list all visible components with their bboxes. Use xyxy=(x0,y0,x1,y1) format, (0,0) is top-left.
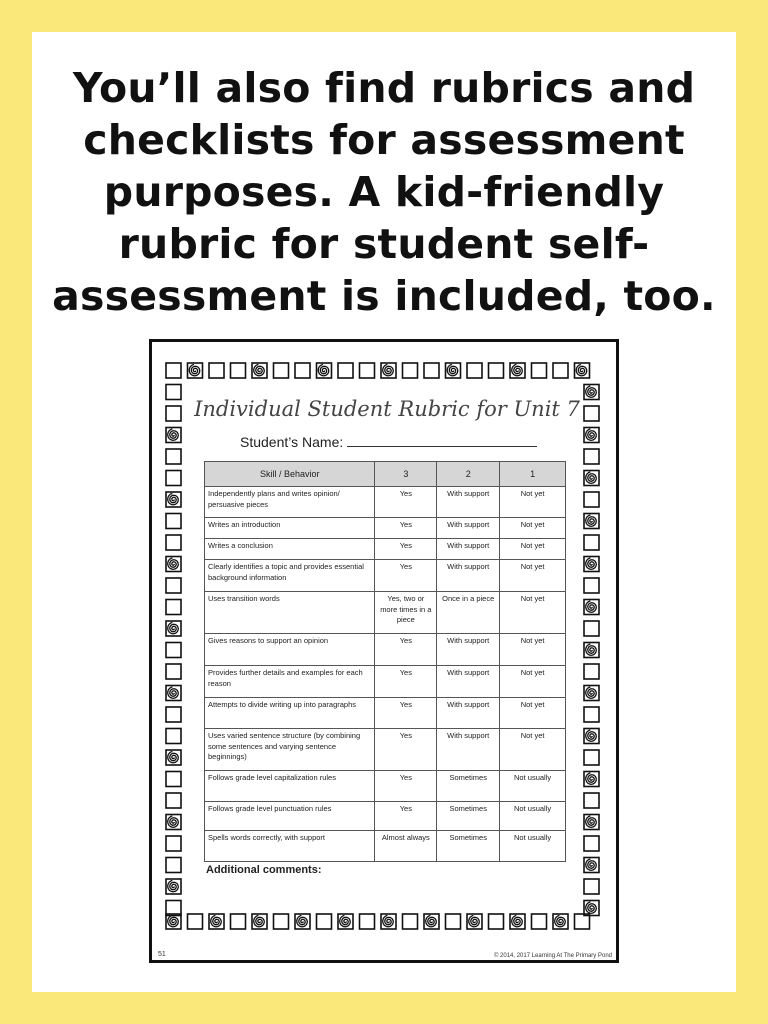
swirl-square-icon xyxy=(166,621,181,636)
square-icon xyxy=(231,914,246,929)
headline-line: You’ll also find rubrics and xyxy=(72,64,696,112)
square-icon xyxy=(166,471,181,486)
square-icon xyxy=(188,914,203,929)
square-icon xyxy=(467,363,482,378)
score-2-cell: Sometimes xyxy=(437,771,500,802)
swirl-square-icon xyxy=(584,772,599,787)
swirl-square-icon xyxy=(252,363,267,378)
student-name-line xyxy=(240,434,537,450)
table-row xyxy=(205,560,566,592)
square-icon xyxy=(166,664,181,679)
swirl-square-icon xyxy=(166,557,181,572)
score-3-cell: Yes xyxy=(375,666,437,698)
student-name-label: Student’s Name: xyxy=(240,434,344,450)
page-number: 51 xyxy=(158,951,166,958)
headline-line: assessment is included, too. xyxy=(52,272,716,320)
square-icon xyxy=(317,914,332,929)
score-1-cell: Not yet xyxy=(500,487,566,518)
square-icon xyxy=(360,363,375,378)
score-2-cell: With support xyxy=(437,487,500,518)
swirl-square-icon xyxy=(424,914,439,929)
header-score-1: 1 xyxy=(500,462,566,487)
score-2-cell: With support xyxy=(437,518,500,539)
score-2-cell: With support xyxy=(437,560,500,592)
table-row xyxy=(205,802,566,831)
rubric-table xyxy=(204,461,566,862)
swirl-square-icon xyxy=(166,815,181,830)
square-icon xyxy=(360,914,375,929)
score-3-cell: Yes xyxy=(375,634,437,666)
score-1-cell: Not yet xyxy=(500,592,566,634)
table-row xyxy=(205,487,566,518)
table-row xyxy=(205,539,566,560)
square-icon xyxy=(166,729,181,744)
copyright: © 2014, 2017 Learning At The Primary Pond xyxy=(493,953,612,959)
swirl-square-icon xyxy=(209,914,224,929)
score-2-cell: Sometimes xyxy=(437,802,500,831)
score-2-cell: Once in a piece xyxy=(437,592,500,634)
swirl-square-icon xyxy=(575,363,590,378)
skill-cell: Follows grade level punctuation rules xyxy=(205,802,375,831)
skill-cell: Gives reasons to support an opinion xyxy=(205,634,375,666)
score-2-cell: With support xyxy=(437,539,500,560)
header-score-2: 2 xyxy=(437,462,500,487)
table-row xyxy=(205,698,566,729)
square-icon xyxy=(584,578,599,593)
square-icon xyxy=(584,836,599,851)
square-icon xyxy=(403,914,418,929)
score-3-cell: Yes xyxy=(375,487,437,518)
square-icon xyxy=(584,664,599,679)
swirl-square-icon xyxy=(188,363,203,378)
score-2-cell: With support xyxy=(437,666,500,698)
square-icon xyxy=(584,492,599,507)
swirl-square-icon xyxy=(584,471,599,486)
score-1-cell: Not yet xyxy=(500,539,566,560)
score-1-cell: Not usually xyxy=(500,831,566,862)
square-icon xyxy=(584,621,599,636)
square-icon xyxy=(403,363,418,378)
square-icon xyxy=(274,363,289,378)
skill-cell: Follows grade level capitalization rules xyxy=(205,771,375,802)
square-icon xyxy=(584,750,599,765)
skill-cell: Writes a conclusion xyxy=(205,539,375,560)
square-icon xyxy=(489,363,504,378)
table-row xyxy=(205,518,566,539)
score-3-cell: Yes xyxy=(375,560,437,592)
headline xyxy=(40,62,728,322)
headline-line: checklists for assessment xyxy=(83,116,685,164)
swirl-square-icon xyxy=(584,643,599,658)
swirl-square-icon xyxy=(584,815,599,830)
score-1-cell: Not usually xyxy=(500,771,566,802)
square-icon xyxy=(166,363,181,378)
square-icon xyxy=(489,914,504,929)
swirl-square-icon xyxy=(584,557,599,572)
square-icon xyxy=(584,879,599,894)
score-3-cell: Yes xyxy=(375,518,437,539)
score-3-cell: Yes xyxy=(375,802,437,831)
square-icon xyxy=(532,363,547,378)
skill-cell: Provides further details and examples for each reason xyxy=(205,666,375,698)
additional-comments-label: Additional comments: xyxy=(206,864,322,876)
swirl-square-icon xyxy=(584,600,599,615)
score-3-cell: Yes xyxy=(375,771,437,802)
swirl-square-icon xyxy=(166,428,181,443)
square-icon xyxy=(584,449,599,464)
score-3-cell: Yes, two or more times in a piece xyxy=(375,592,437,634)
skill-cell: Attempts to divide writing up into paragraphs xyxy=(205,698,375,729)
swirl-square-icon xyxy=(510,363,525,378)
table-row xyxy=(205,729,566,771)
square-icon xyxy=(166,535,181,550)
score-2-cell: With support xyxy=(437,729,500,771)
header-row xyxy=(205,462,566,487)
header-score-3: 3 xyxy=(375,462,437,487)
score-1-cell: Not yet xyxy=(500,666,566,698)
swirl-square-icon xyxy=(252,914,267,929)
square-icon xyxy=(166,514,181,529)
student-name-blank xyxy=(347,434,537,447)
skill-cell: Independently plans and writes opinion/ persuasive pieces xyxy=(205,487,375,518)
score-3-cell: Almost always xyxy=(375,831,437,862)
square-icon xyxy=(166,793,181,808)
skill-cell: Writes an introduction xyxy=(205,518,375,539)
square-icon xyxy=(166,707,181,722)
square-icon xyxy=(166,449,181,464)
headline-line: rubric for student self- xyxy=(118,220,650,268)
swirl-square-icon xyxy=(553,914,568,929)
skill-cell: Uses transition words xyxy=(205,592,375,634)
score-1-cell: Not usually xyxy=(500,802,566,831)
swirl-square-icon xyxy=(584,686,599,701)
skill-cell: Spells words correctly, with support xyxy=(205,831,375,862)
header-skill: Skill / Behavior xyxy=(205,462,375,487)
square-icon xyxy=(166,836,181,851)
skill-cell: Clearly identifies a topic and provides essential background information xyxy=(205,560,375,592)
swirl-square-icon xyxy=(295,914,310,929)
score-1-cell: Not yet xyxy=(500,729,566,771)
square-icon xyxy=(424,363,439,378)
square-icon xyxy=(166,772,181,787)
square-icon xyxy=(584,535,599,550)
swirl-square-icon xyxy=(166,492,181,507)
square-icon xyxy=(209,363,224,378)
square-icon xyxy=(532,914,547,929)
square-icon xyxy=(166,858,181,873)
rubric-worksheet xyxy=(149,339,619,963)
table-row xyxy=(205,771,566,802)
square-icon xyxy=(295,363,310,378)
square-icon xyxy=(584,707,599,722)
swirl-square-icon xyxy=(510,914,525,929)
skill-cell: Uses varied sentence structure (by combining some sentences and varying sentence beginnings) xyxy=(205,729,375,771)
square-icon xyxy=(166,600,181,615)
score-3-cell: Yes xyxy=(375,539,437,560)
square-icon xyxy=(446,914,461,929)
swirl-square-icon xyxy=(166,686,181,701)
score-2-cell: With support xyxy=(437,634,500,666)
square-icon xyxy=(338,363,353,378)
score-1-cell: Not yet xyxy=(500,518,566,539)
score-3-cell: Yes xyxy=(375,698,437,729)
swirl-square-icon xyxy=(317,363,332,378)
swirl-square-icon xyxy=(381,363,396,378)
score-1-cell: Not yet xyxy=(500,634,566,666)
swirl-square-icon xyxy=(166,879,181,894)
table-row xyxy=(205,831,566,862)
square-icon xyxy=(584,793,599,808)
swirl-square-icon xyxy=(166,750,181,765)
swirl-square-icon xyxy=(467,914,482,929)
square-icon xyxy=(166,578,181,593)
score-1-cell: Not yet xyxy=(500,560,566,592)
score-2-cell: With support xyxy=(437,698,500,729)
table-row xyxy=(205,634,566,666)
rubric-title: Individual Student Rubric for Unit 7 xyxy=(194,397,580,421)
headline-line: purposes. A kid-friendly xyxy=(103,168,665,216)
square-icon xyxy=(553,363,568,378)
table-row xyxy=(205,592,566,634)
swirl-square-icon xyxy=(381,914,396,929)
table-row xyxy=(205,666,566,698)
score-2-cell: Sometimes xyxy=(437,831,500,862)
swirl-square-icon xyxy=(584,729,599,744)
square-icon xyxy=(166,643,181,658)
swirl-square-icon xyxy=(446,363,461,378)
swirl-square-icon xyxy=(338,914,353,929)
square-icon xyxy=(274,914,289,929)
swirl-square-icon xyxy=(584,428,599,443)
score-3-cell: Yes xyxy=(375,729,437,771)
swirl-square-icon xyxy=(584,514,599,529)
swirl-square-icon xyxy=(584,858,599,873)
score-1-cell: Not yet xyxy=(500,698,566,729)
square-icon xyxy=(231,363,246,378)
